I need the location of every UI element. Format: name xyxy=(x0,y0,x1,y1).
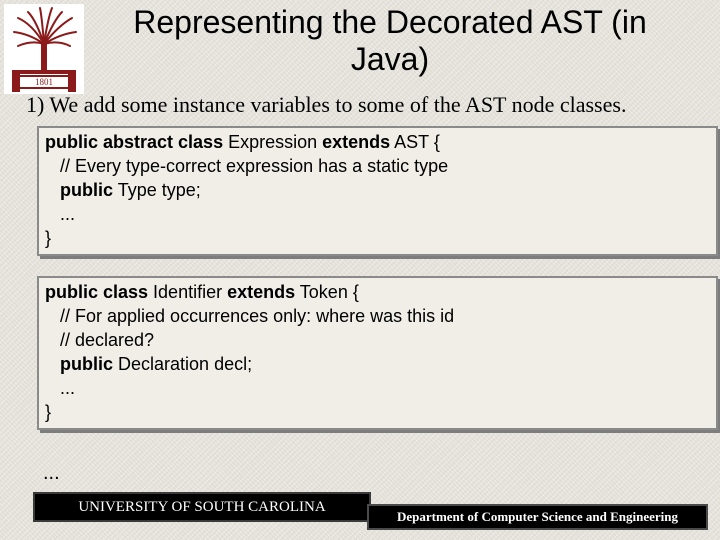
code-block-expression xyxy=(37,126,718,256)
code-line xyxy=(45,202,710,226)
slide-subtitle: 1) We add some instance variables to some of the AST node classes. xyxy=(26,92,627,117)
code-line xyxy=(45,400,710,424)
code-line xyxy=(45,304,710,328)
university-logo xyxy=(4,4,84,94)
code-text: Declaration decl; xyxy=(113,354,253,374)
code-text: // Every type-correct expression has a static type xyxy=(45,156,449,176)
code-text: Type type; xyxy=(113,180,201,200)
university-footer xyxy=(33,492,371,522)
code-line xyxy=(45,178,710,202)
code-line xyxy=(45,154,710,178)
code-text: Identifier xyxy=(148,282,228,302)
code-line xyxy=(45,280,710,304)
university-name: UNIVERSITY OF SOUTH CAROLINA xyxy=(35,494,369,520)
code-text: Token { xyxy=(295,282,359,302)
slide-title: Representing the Decorated AST (in Java) xyxy=(133,4,647,77)
code-text: ... xyxy=(45,204,76,224)
code-text: } xyxy=(45,228,52,248)
code-line xyxy=(45,352,710,376)
code-block-identifier xyxy=(37,276,718,430)
code-keyword: public abstract class xyxy=(45,132,224,152)
code-keyword: extends xyxy=(227,282,296,302)
code-text: } xyxy=(45,402,52,422)
trailing-ellipsis: ... xyxy=(43,462,60,484)
code-text: // For applied occurrences only: where was this id xyxy=(45,306,455,326)
code-line xyxy=(45,226,710,250)
code-text: AST { xyxy=(390,132,440,152)
code-text: // declared? xyxy=(45,330,155,350)
code-line xyxy=(45,328,710,352)
department-footer: Department of Computer Science and Engineering xyxy=(367,504,708,530)
code-keyword: public xyxy=(45,354,114,374)
palmetto-tree-logo-icon xyxy=(4,4,84,94)
logo-year: 1801 xyxy=(35,77,53,87)
code-keyword: public class xyxy=(45,282,149,302)
code-line xyxy=(45,130,710,154)
code-keyword: public xyxy=(45,180,114,200)
code-text: ... xyxy=(45,378,76,398)
code-keyword: extends xyxy=(322,132,391,152)
code-line xyxy=(45,376,710,400)
code-text: Expression xyxy=(223,132,323,152)
